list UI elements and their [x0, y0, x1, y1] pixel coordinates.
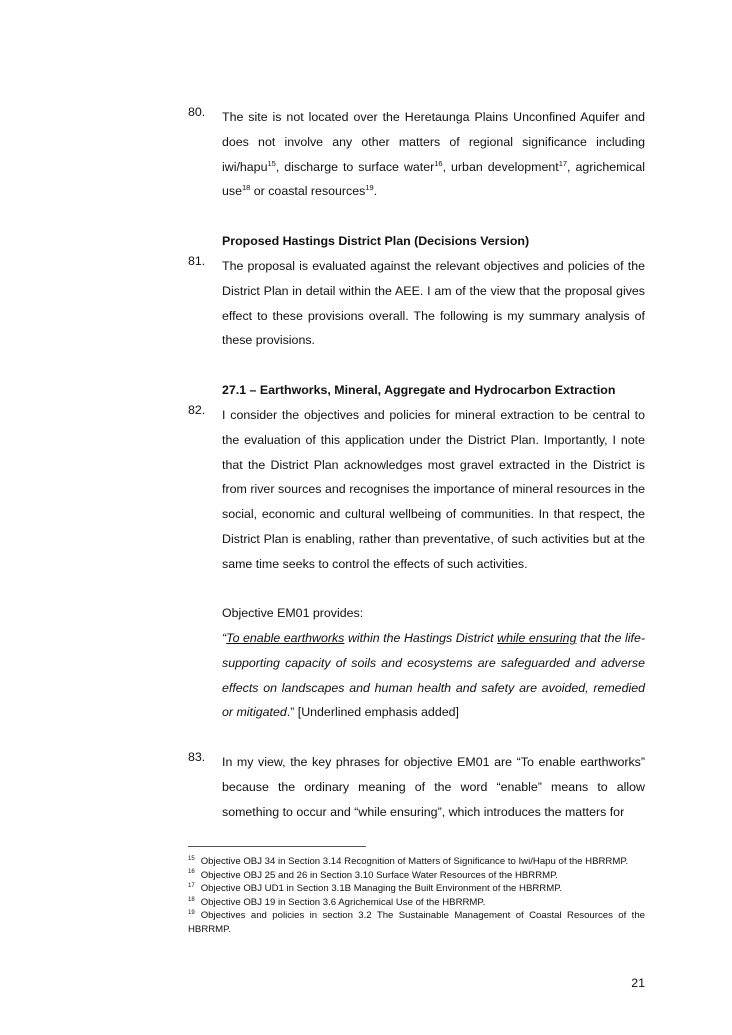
section-heading-earthworks: 27.1 – Earthworks, Mineral, Aggregate and Hydrocarbon Extraction [222, 383, 616, 397]
paragraph-80 [188, 105, 645, 204]
page-number: 21 [631, 976, 645, 990]
footnote-17: $^{17}$ Objective OBJ UD1 in Section 3.1B Managing the Built Environment of the HBRRMP. [188, 883, 563, 895]
footnote-ref-17[interactable]: 17 [558, 158, 568, 168]
underlined-phrase: To enable earthworks [226, 631, 345, 645]
footnote-ref-19[interactable]: 19 [365, 183, 374, 193]
paragraph-number: 82. [188, 403, 206, 417]
footnote-ref-18[interactable]: 18 [241, 183, 251, 193]
paragraph-body: In my view, the key phrases for objective EM01 are “To enable earthworks” because the ordinary meaning of the word “enable” means to allow something to occur and “while ensuring”, which introduces the matters for [222, 755, 645, 819]
footnote-19: $^{19}$ Objectives and policies in section 3.2 The Sustainable Management of Coastal Resources of the HBRRMP. [188, 910, 645, 935]
footnotes [188, 855, 645, 937]
paragraph-body: I consider the objectives and policies for mineral extraction to be central to the evaluation of this application under the District Plan. Importantly, I note that the District Plan acknowledges most gravel extracted in the District is from river sources and recognises the importance of mineral resources in the social, economic and cultural wellbeing of communities. In that respect, the District Plan is enabling, rather than preventative, of such activities but at the same time seeks to control the effects of such activities. [222, 408, 645, 571]
objective-intro: Objective EM01 provides: [222, 606, 364, 620]
paragraph-83 [188, 750, 645, 824]
footnote-16: $^{16}$ Objective OBJ 25 and 26 in Section 3.10 Surface Water Resources of the HBRRMP. [188, 869, 558, 881]
footnote-ref-15[interactable]: 15 [267, 158, 276, 168]
paragraph-82 [188, 403, 645, 577]
paragraph-number: 81. [188, 254, 206, 268]
footnote-ref-16[interactable]: 16 [434, 158, 443, 168]
footnote-separator [188, 846, 366, 847]
paragraph-81 [188, 254, 645, 353]
footnote-18: $^{18}$ Objective OBJ 19 in Section 3.6 Agrichemical Use of the HBRRMP. [188, 896, 486, 908]
objective-quote: “To enable earthworks within the Hastings District while ensuring that the life-supporting capacity of soils and ecosystems are safeguarded and adverse effects on landscapes and human health and safety are avoided, remedied or mitigated.” [Underlined emphasis added] [222, 631, 645, 720]
paragraph-body: The site is not located over the Heretaunga Plains Unconfined Aquifer and does not involve any other matters of regional significance including iwi/hapu$^{15}$, discharge to surface water$^{16}$, urban development$^{17}$, agrichemical use$^{18}$ or coastal resources$^{19}$. [222, 110, 646, 199]
footnote-15: $^{15}$ Objective OBJ 34 in Section 3.14 Recognition of Matters of Significance to Iwi/Hapu of the HBRRMP. [188, 855, 629, 867]
paragraph-body: The proposal is evaluated against the relevant objectives and policies of the District Plan in detail within the AEE. I am of the view that the proposal gives effect to these provisions overall. The following is my summary analysis of these provisions. [222, 259, 645, 348]
underlined-phrase: while ensuring [497, 631, 577, 645]
section-heading-district-plan: Proposed Hastings District Plan (Decisions Version) [222, 234, 530, 248]
paragraph-number: 83. [188, 750, 206, 764]
paragraph-number: 80. [188, 105, 206, 119]
